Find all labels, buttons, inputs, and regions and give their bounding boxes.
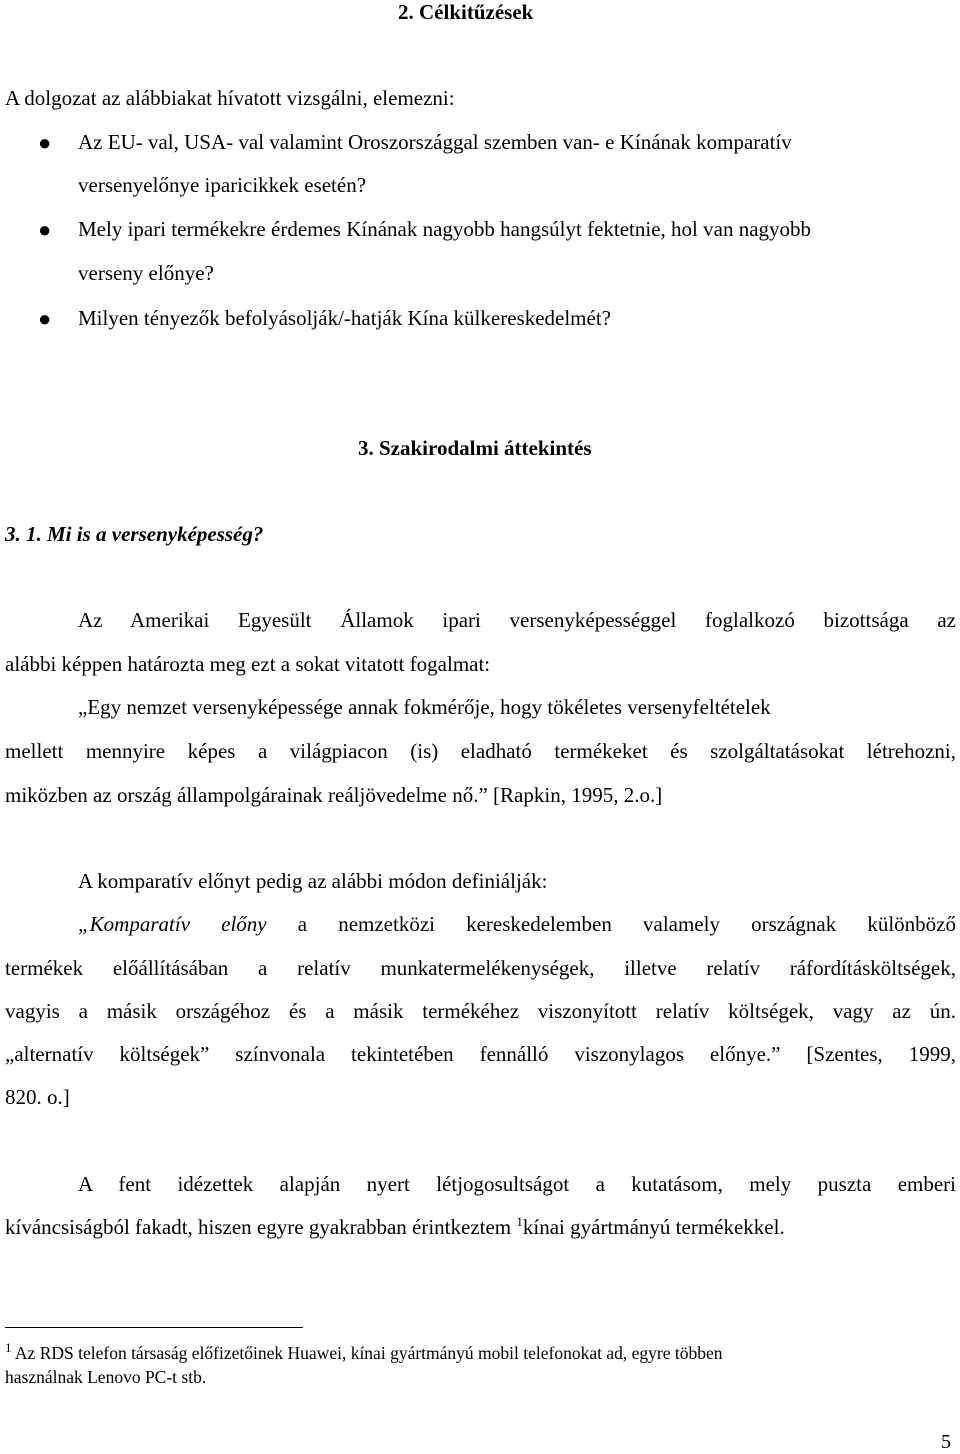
quote-line: termékek előállításában a relatív munkatermelékenységek, illetve relatív ráfordításköltségek, [5, 956, 956, 980]
bullet-icon: ● [38, 130, 52, 155]
quote-line: miközben az ország állampolgárainak reáljövedelme nő.” [Rapkin, 1995, 2.o.] [5, 783, 663, 807]
list-item-line: Milyen tényezők befolyásolják/-hatják Kína külkereskedelmét? [78, 306, 611, 330]
quote-line: „alternatív költségek” színvonala tekintetében fennálló viszonylagos előnye.” [Szentes, 1999, [5, 1042, 956, 1066]
paragraph-line: Az Amerikai Egyesült Államok ipari versenyképességgel foglalkozó bizottsága az [78, 608, 956, 632]
footnote-reference[interactable]: 1 [516, 1214, 523, 1229]
list-item-line: Mely ipari termékekre érdemes Kínának nagyobb hangsúlyt fektetnie, hol van nagyobb [78, 217, 812, 241]
paragraph-text: kíváncsiságból fakadt, hiszen egyre gyakrabban érintkeztem [5, 1215, 517, 1239]
paragraph-text: kínai gyártmányú termékekkel. [522, 1215, 785, 1239]
list-item-line: verseny előnye? [78, 261, 214, 285]
bullet-icon: ● [38, 217, 52, 242]
quote-line: vagyis a másik országéhoz és a másik termékéhez viszonyított relatív költségek, vagy az ún. [5, 999, 956, 1023]
intro-line: A dolgozat az alábbiakat hívatott vizsgálni, elemezni: [5, 86, 455, 110]
section-3-heading: 3. Szakirodalmi áttekintés [358, 436, 592, 460]
quote-line: „Egy nemzet versenyképessége annak fokmérője, hogy tökéletes versenyfeltételek [78, 695, 771, 719]
paragraph-line: alábbi képpen határozta meg ezt a sokat vitatott fogalmat: [5, 652, 491, 676]
paragraph-line [5, 1215, 785, 1240]
footnote-marker: 1 [5, 1340, 12, 1356]
paragraph-line: A fent idézettek alapján nyert létjogosultságot a kutatásom, mely puszta emberi [78, 1172, 956, 1196]
footnote-text: Az RDS telefon társaság előfizetőinek Huawei, kínai gyártmányú mobil telefonokat ad, egyre többen [11, 1343, 723, 1363]
paragraph-line: A komparatív előnyt pedig az alábbi módon definiálják: [78, 869, 548, 893]
footnote-line: használnak Lenovo PC-t stb. [5, 1367, 207, 1387]
section-2-heading: 2. Célkitűzések [398, 0, 534, 24]
italic-term: „Komparatív előny [78, 912, 267, 936]
quote-line: 820. o.] [5, 1085, 70, 1109]
bullet-icon: ● [38, 306, 52, 331]
subsection-heading: 3. 1. Mi is a versenyképesség? [5, 522, 264, 546]
page-number: 5 [941, 1431, 951, 1453]
list-item-line: versenyelőnye iparicikkek esetén? [78, 173, 367, 197]
footnote-line [5, 1340, 723, 1364]
list-item-line: Az EU- val, USA- val valamint Oroszországgal szemben van- e Kínának komparatív [78, 130, 792, 154]
quote-line [78, 912, 956, 937]
footnote-divider [5, 1327, 303, 1328]
quote-line-rest: a nemzetközi kereskedelemben valamely országnak különböző [266, 912, 956, 936]
quote-line: mellett mennyire képes a világpiacon (is) eladható termékeket és szolgáltatásokat létrehozni, [5, 739, 956, 763]
